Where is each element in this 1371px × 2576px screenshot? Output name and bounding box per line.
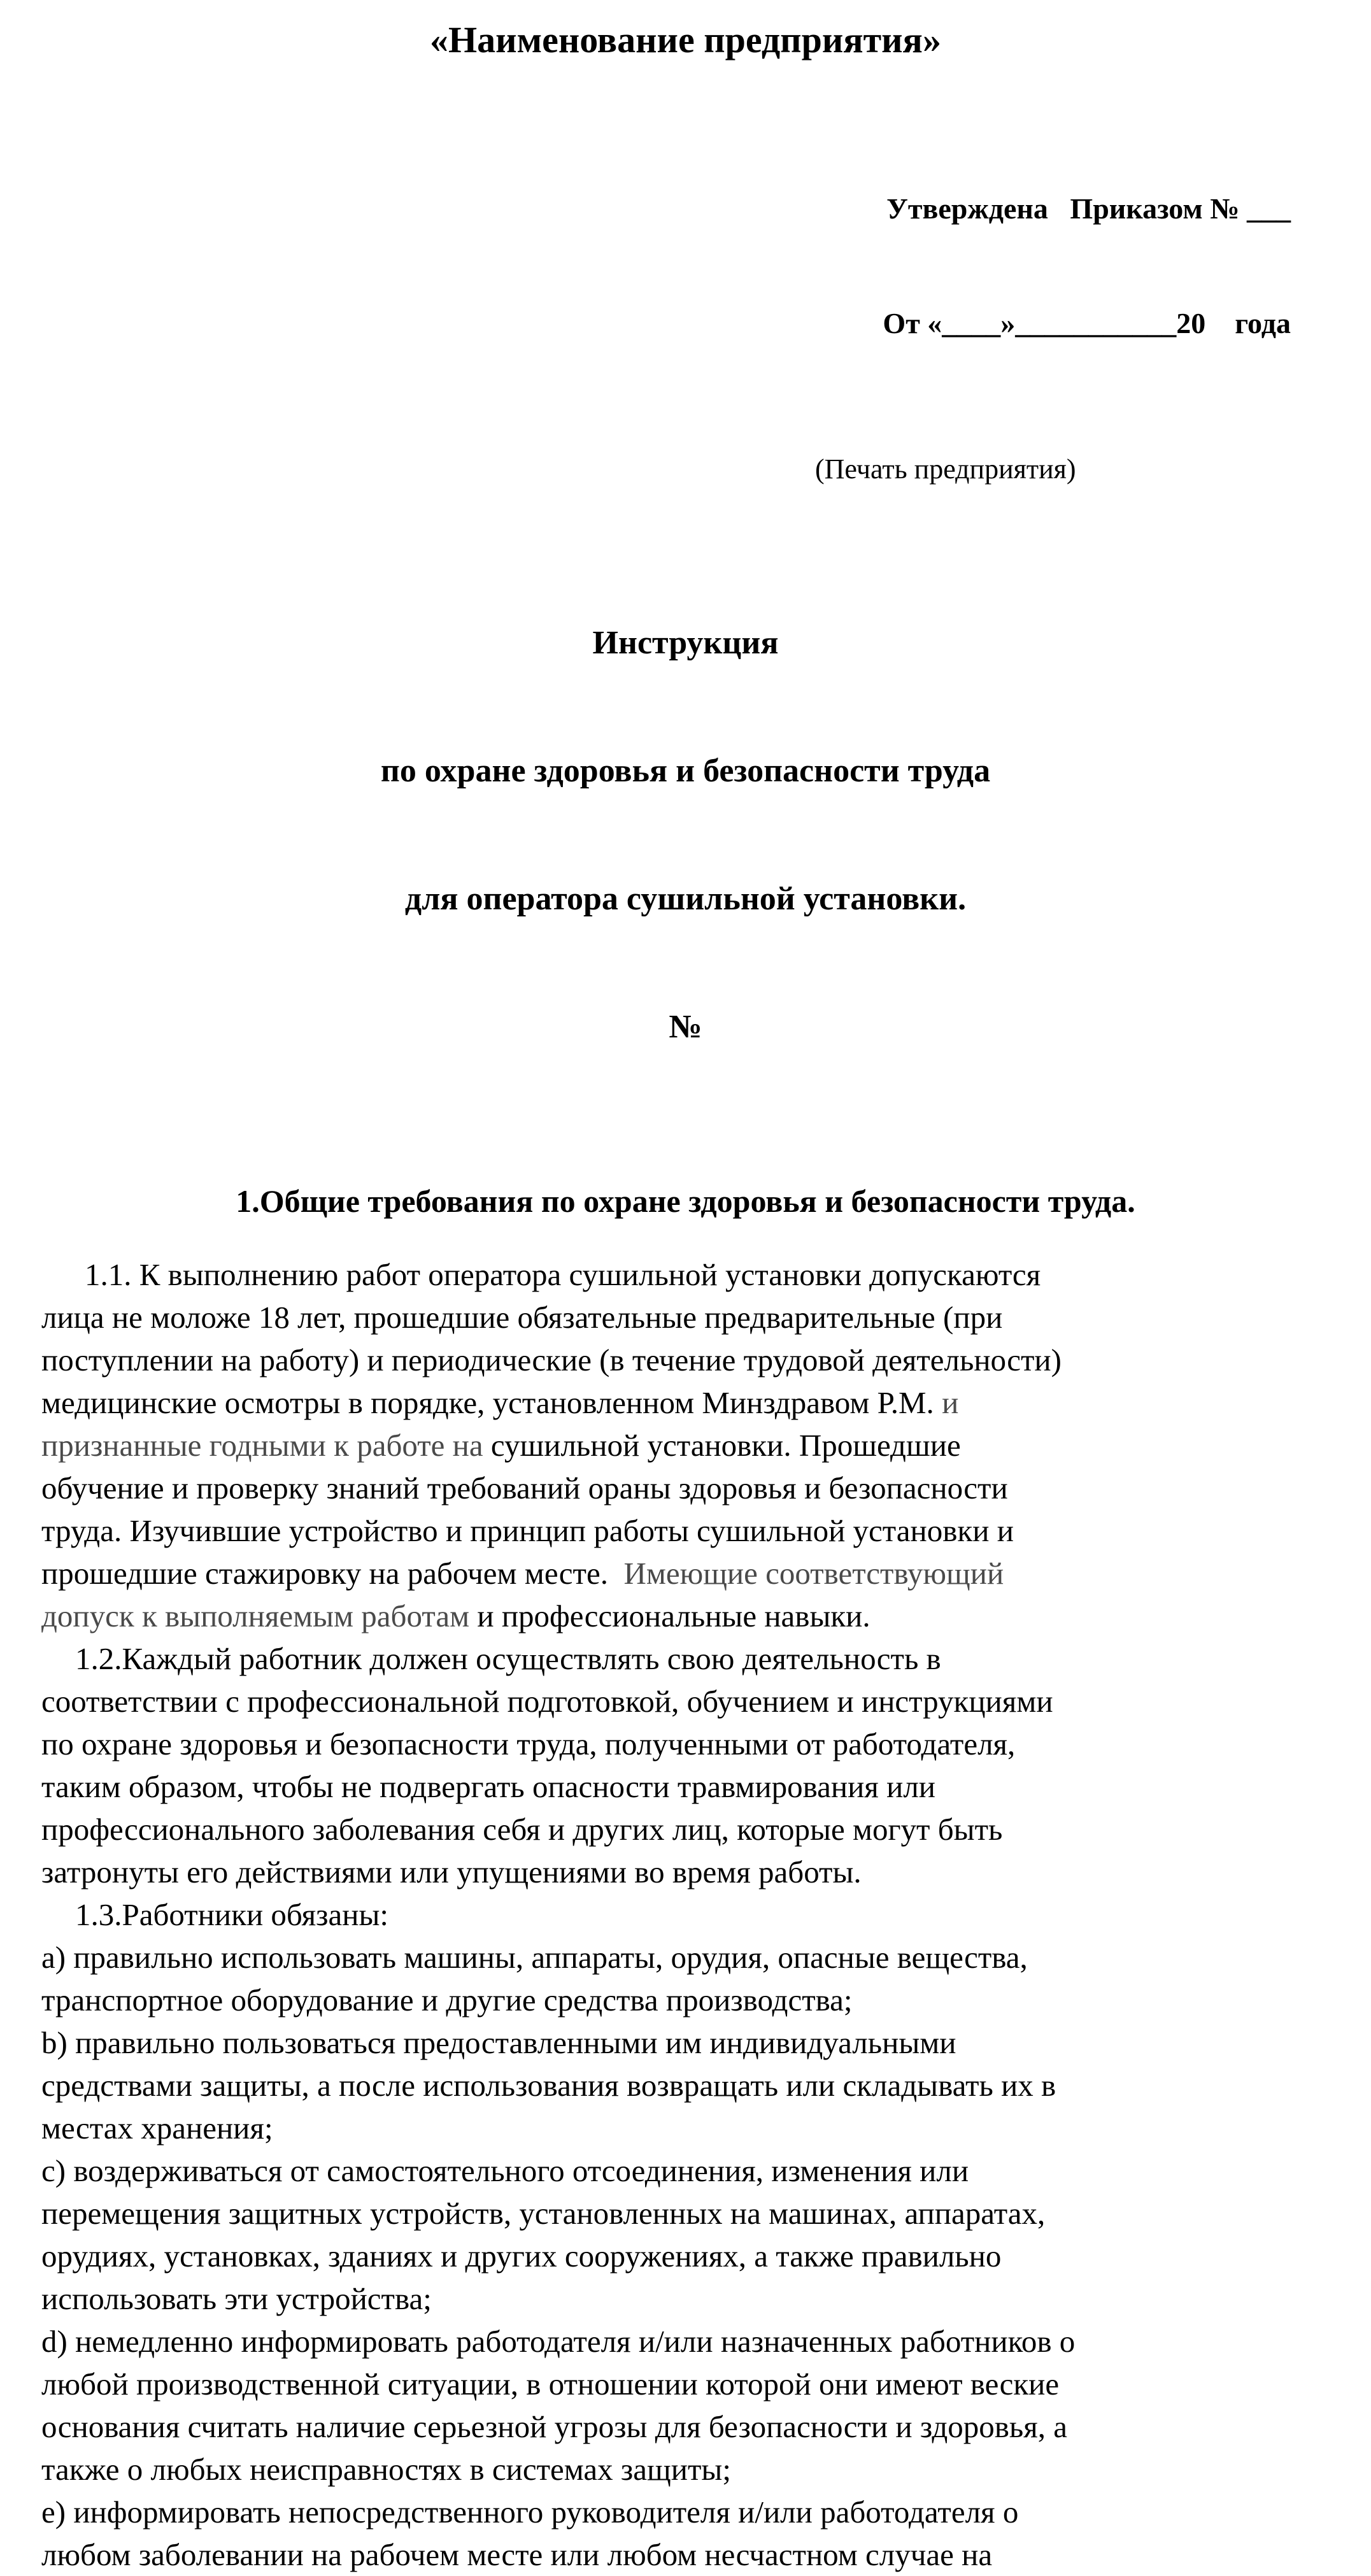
body-text: труда. Изучившие устройство и принцип работы сушильной установки и [41,1513,1014,1548]
title-line: для оператора сушильной установки. [404,881,967,917]
highlighted-text: и [942,1385,959,1420]
body-line [41,1637,1371,1680]
body-line [41,1296,1371,1339]
body-line [41,2064,1371,2107]
body-line [41,1851,1371,1893]
body-line [41,1424,1371,1467]
body-text: поступлении на работу) и периодические (в течение трудовой деятельности) [41,1342,1062,1377]
body-line [41,1893,1371,1936]
body-line [41,2448,1371,2491]
body-text: любой производственной ситуации, в отношении которой они имеют веские [41,2366,1060,2402]
document-title [0,536,1371,1134]
body-line [41,2405,1371,2448]
body-text: транспортное оборудование и другие средства производства; [41,1982,853,2017]
body-text: орудиях, установках, зданиях и других сооружениях, а также правильно [41,2238,1002,2274]
body-text: местах хранения; [41,2110,273,2145]
body-text: любом заболевании на рабочем месте или любом несчастном случае на [41,2537,993,2572]
body-text: a) правильно использовать машины, аппараты, орудия, опасные вещества, [41,1940,1028,1975]
approval-date-line: От «____»___________20 года [883,307,1291,339]
body-text: перемещения защитных устройств, установленных на машинах, аппаратах, [41,2196,1046,2231]
body-line [41,2107,1371,2149]
body-line [41,1680,1371,1723]
company-name: «Наименование предприятия» [430,19,941,60]
body-line [41,2363,1371,2405]
body-text: основания считать наличие серьезной угрозы для безопасности и здоровья, а [41,2409,1068,2444]
title-number: № [669,1009,702,1045]
body-text: e) информировать непосредственного руководителя и/или работодателя о [41,2494,1019,2530]
body-line [41,1552,1371,1595]
body-line [41,1979,1371,2021]
body-line [41,2235,1371,2277]
body-text: соответствии с профессиональной подготовкой, обучением и инструкциями [41,1684,1053,1719]
body-line [41,1381,1371,1424]
document-body [41,1253,1371,2576]
body-text: и профессиональные навыки. [477,1598,870,1633]
highlighted-text: допуск к выполняемым работам [41,1598,478,1633]
body-text: b) правильно пользоваться предоставленными им индивидуальными [41,2025,956,2060]
body-text: 1.2.Каждый работник должен осуществлять свою деятельность в [75,1641,941,1676]
body-line [41,1808,1371,1851]
body-line [41,2320,1371,2363]
body-line [41,2491,1371,2533]
body-line [41,2149,1371,2192]
approval-order-line: Утверждена Приказом № ___ [886,192,1291,225]
body-text: прошедшие стажировку на рабочем месте. [41,1556,624,1591]
body-text: 1.3.Работники обязаны: [75,1897,389,1932]
body-line [41,1936,1371,1979]
body-text: лица не моложе 18 лет, прошедшие обязательные предварительные (при [41,1300,1003,1335]
body-line [41,2192,1371,2235]
body-text: профессионального заболевания себя и других лиц, которые могут быть [41,1812,1003,1847]
body-line [41,2533,1371,2576]
highlighted-text: признанные годными к работе на [41,1428,491,1463]
body-text: таким образом, чтобы не подвергать опасности травмирования или [41,1769,935,1804]
body-line [41,2021,1371,2064]
body-line [41,1509,1371,1552]
body-text: использовать эти устройства; [41,2281,432,2316]
body-text: средствами защиты, а после использования возвращать или складывать их в [41,2068,1056,2103]
highlighted-text: Имеющие соответствующий [623,1556,1004,1591]
body-text: обучение и проверку знаний требований ораны здоровья и безопасности [41,1470,1008,1505]
title-line: по охране здоровья и безопасности труда [380,753,991,789]
body-line [41,1723,1371,1765]
body-text: затронуты его действиями или упущениями во время работы. [41,1854,862,1889]
title-line: Инструкция [592,625,779,661]
body-line [41,1765,1371,1808]
body-text: c) воздерживаться от самостоятельного отсоединения, изменения или [41,2153,969,2188]
body-line [41,1253,1371,1296]
section-heading: 1.Общие требования по охране здоровья и безопасности труда. [236,1183,1135,1219]
body-text: сушильной установки. Прошедшие [490,1428,961,1463]
body-line [41,1339,1371,1381]
body-line [41,1595,1371,1637]
body-line [41,2277,1371,2320]
body-line [41,1467,1371,1509]
body-text: медицинские осмотры в порядке, установленном Минздравом Р.М. [41,1385,942,1420]
company-stamp-placeholder: (Печать предприятия) [815,453,1076,485]
body-text: 1.1. К выполнению работ оператора сушильной установки допускаются [85,1257,1041,1292]
body-text: по охране здоровья и безопасности труда, полученными от работодателя, [41,1726,1016,1761]
body-text: также о любых неисправностях в системах защиты; [41,2452,731,2487]
approval-block [883,113,1291,419]
body-text: d) немедленно информировать работодателя и/или назначенных работников о [41,2324,1076,2359]
